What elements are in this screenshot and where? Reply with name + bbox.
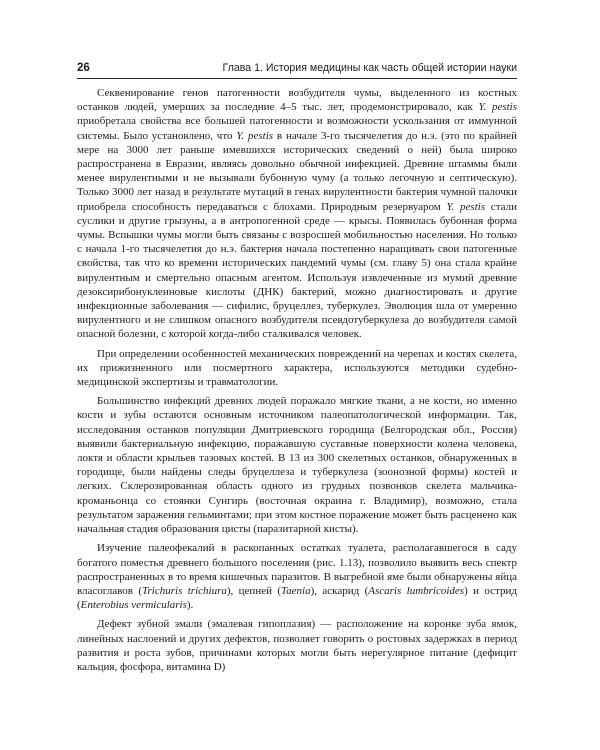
running-title: Глава 1. История медицины как часть общей истории науки — [222, 62, 517, 74]
species-name: Y. pestis — [478, 101, 517, 114]
species-name: Y. pestis — [236, 129, 274, 142]
page-header — [77, 62, 517, 74]
species-name: Taenia — [281, 584, 311, 597]
species-name: Ascaris lumbricoides — [368, 584, 465, 597]
paragraph-plague-genetics: Секвенирование генов патогенности возбудителя чумы, выделенного из костных останков людей, умерших за последние 4–5 тыс. лет, продемонстрировало, как Y. pestis приобретала свойства все большей патогенности и возможности ускользания от иммунной системы. Было установлено, что Y. pestis в начале 3-го тысячелетия до н.э. (это по крайней мере на 3000 лет раньше имевшихся исторических сведений о ней) была широко распространена в Евразии, являясь довольно обычной инфекцией. Древние штаммы были менее вирулентными и не вызывали бубонную чуму (а только легочную и септическую). Только 3000 лет назад в результате мутаций в генах вирулентности бактерия чумной палочки приобрела способность передаваться с блохами. Природным резервуаром Y. pestis стали суслики и другие грызуны, а в антропогенной среде — крысы. Появилась бубонная форма чумы. Вспышки чумы могли быть связаны с возросшей мобильностью населения. Но только с начала 1-го тысячелетия до н.э. бактерия начала постепенно наращивать свои патогенные свойства, так что ко времени исторических пандемий чумы (см. главу 5) она стала крайне вирулентным и смертельно опасным агентом. Используя извлеченные из мумий древние дезоксирибонуклеиновые кислоты (ДНК) бактерий, можно диагностировать и другие инфекционные заболевания — сифилис, бруцеллез, туберкулез. Эволюция шла от умеренно вирулентного и не слишком опасного возбудителя псевдотуберкулеза до возбудителя самой опасной болезни, с которой когда-либо сталкивался человек. — [77, 87, 517, 341]
species-name: Enterobius vermicularis — [80, 599, 187, 612]
species-name: Trichuris trichiura — [142, 584, 227, 597]
paragraph-mechanical-damage: При определении особенностей механических повреждений на черепах и костях скелета, их прижизненного или посмертного характера, используются методики судебно-медицинской экспертизы и травматологии. — [77, 347, 517, 389]
body-text — [77, 86, 517, 674]
page-number: 26 — [77, 62, 90, 74]
paragraph-bone-infections: Большинство инфекций древних людей поражало мягкие ткани, а не кости, но именно кости и зубы остаются основным источником палеопатологической информации. Так, исследования останков популяции Дмитриевского городища (Белгородская обл., Россия) выявили бактериальную инфекцию, поражавшую суставные поверхности колена человека, локтя и области крыльев тазовых костей. В 13 из 300 скелетных останков, обнаруженных в городище, были найдены следы бруцеллеза и туберкулеза (зоонозной формы) костей и легких. Склерозированная область одного из грудных позвонков скелета мальчика-кроманьонца со стоянки Сунгирь (восточная окраина г. Владимир), возможно, стала результатом заражения гельминтами; при этом костное поражение может быть расценено как начальная стадия образования цисты (паразитарной кисты). — [77, 395, 517, 536]
species-name: Y. pestis — [446, 200, 486, 213]
paragraph-enamel-hypoplasia: Дефект зубной эмали (эмалевая гипоплазия) — расположение на коронке зуба ямок, линейных наслоений и других дефектов, позволяет говорить о ростовых задержках в период развития и роста зубов, причинами которых могли быть нерегулярное питание (дефицит кальция, фосфора, витамина D) — [77, 618, 517, 673]
paragraph-paleofeces: Изучение палеофекалий в раскопанных остатках туалета, располагавшегося в саду богатого поместья древнего большого поселения (рис. 1.13), позволило выявить весь спектр распространенных в то время кишечных паразитов. В выгребной яме были обнаружены яйца власоглавов (Trichuris trichiura), цепней (Taenia), аскарид (Ascaris lumbricoides) и острид (Enterobius vermicularis). — [77, 542, 517, 612]
header-rule — [77, 78, 517, 79]
